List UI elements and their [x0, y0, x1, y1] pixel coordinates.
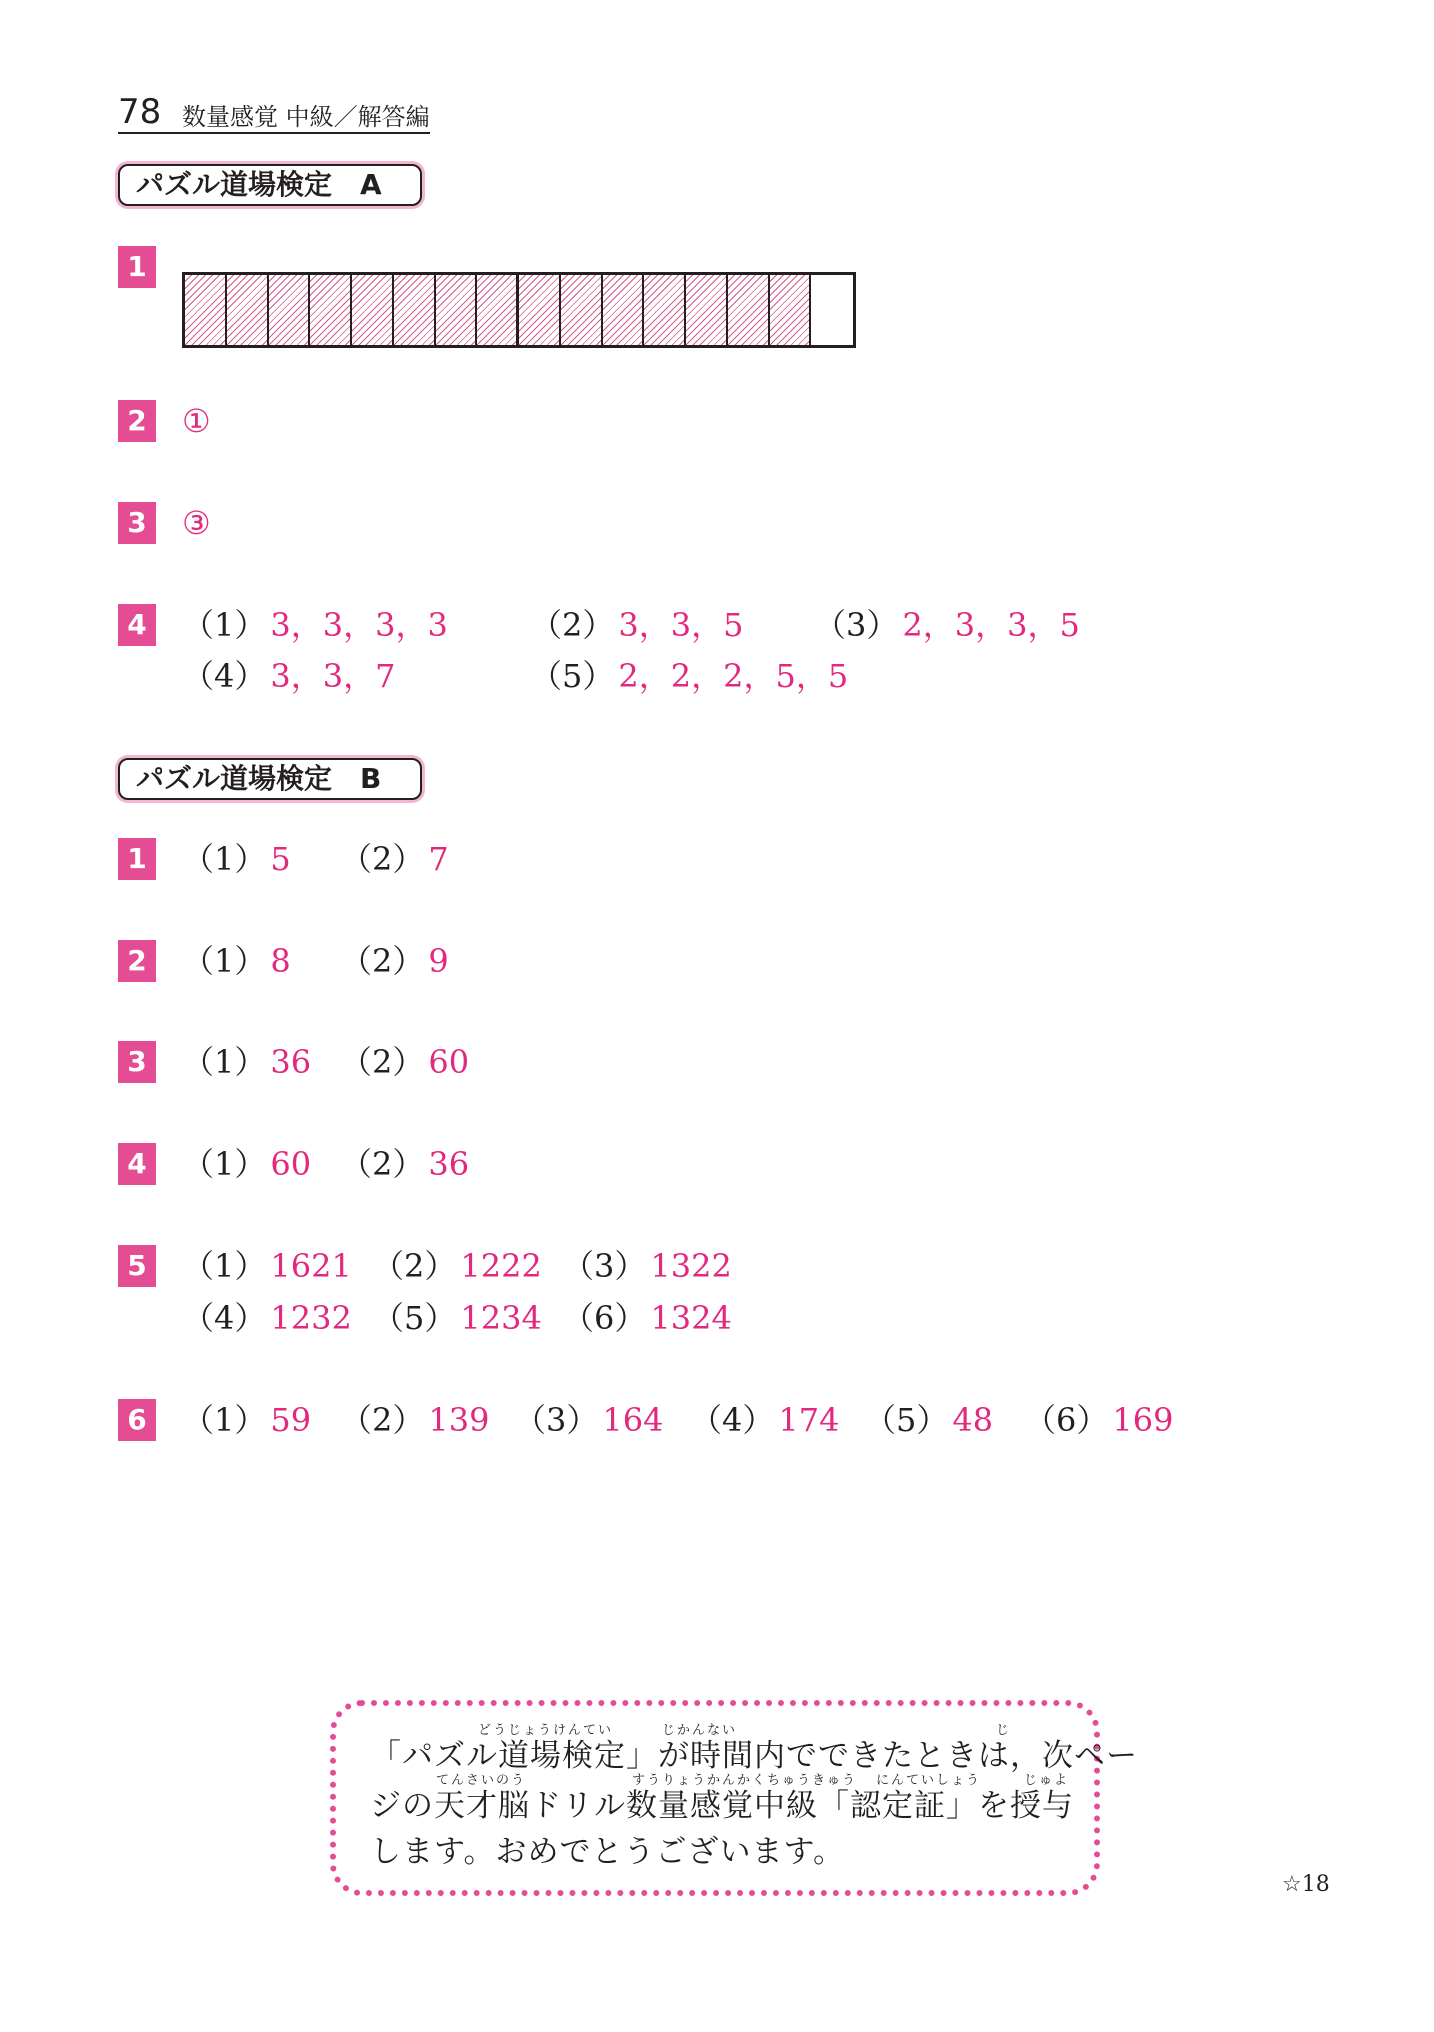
question-badge: 5: [118, 1245, 156, 1287]
bar-cell-shaded: [519, 275, 561, 345]
answer-label: （3）: [514, 1401, 599, 1439]
answer-label: （4）: [690, 1401, 775, 1439]
answer-value: 3，3，7: [270, 657, 396, 695]
answer-value: 139: [428, 1401, 490, 1439]
answer-value: 1232: [270, 1299, 352, 1337]
page-code: ☆18: [1282, 1872, 1330, 1897]
answer-item: [340, 839, 449, 879]
answer-label: （1）: [182, 840, 267, 878]
completion-note: [330, 1700, 1138, 1896]
bar-cell-shaded: [352, 275, 394, 345]
answer-item: [182, 941, 291, 981]
answer-label: （6）: [562, 1299, 647, 1337]
answer-item: [514, 1400, 663, 1440]
note-line: します。おめでとうございます。: [370, 1834, 846, 1870]
answer-label: （5）: [530, 657, 615, 695]
ruby-text: じゅよ: [1024, 1773, 1070, 1788]
answer-label: （5）: [864, 1401, 949, 1439]
fraction-bar: [182, 272, 856, 348]
question-badge: 6: [118, 1399, 156, 1441]
bar-cell-empty: [811, 275, 853, 345]
answer-value: 3，3，3，3: [270, 606, 448, 644]
bar-cell-shaded: [185, 275, 227, 345]
answer-item: [814, 605, 1080, 645]
answer-item: [340, 1400, 489, 1440]
answer-label: （3）: [562, 1247, 647, 1285]
section-a-title: パズル道場検定 A: [118, 164, 422, 206]
answer-label: （5）: [372, 1299, 457, 1337]
answer-value: 2，2，2，5，5: [618, 657, 849, 695]
answer-value: 174: [778, 1401, 840, 1439]
answer-value: 2，3，3，5: [902, 606, 1080, 644]
bar-cell-shaded: [310, 275, 352, 345]
answer-value: 59: [270, 1401, 312, 1439]
answer-value: 60: [428, 1043, 470, 1081]
answer-label: （4）: [182, 1299, 267, 1337]
ruby-text: どうじょうけんてい: [478, 1723, 614, 1738]
bar-cell-shaded: [561, 275, 603, 345]
answer-item: [372, 1246, 542, 1286]
answer-label: （6）: [1024, 1401, 1109, 1439]
ruby-text: にんていしょう: [876, 1773, 982, 1788]
section-b-title: パズル道場検定 B: [118, 758, 422, 800]
answer-value: 36: [270, 1043, 312, 1081]
answer-value: 36: [428, 1145, 470, 1183]
ruby-text: じかんない: [662, 1723, 738, 1738]
answer-label: （2）: [340, 1145, 425, 1183]
question-badge: 1: [118, 246, 156, 288]
answer-label: （1）: [182, 942, 267, 980]
answer-item: [562, 1246, 732, 1286]
bar-cell-shaded: [227, 275, 269, 345]
answer-item: [864, 1400, 993, 1440]
answer-value: ①: [182, 402, 211, 440]
answer-item: [182, 605, 448, 645]
answer-value: 48: [952, 1401, 994, 1439]
answer-value: 1621: [270, 1247, 352, 1285]
answer-item: [182, 1144, 311, 1184]
answer-item: [372, 1298, 542, 1338]
answer-value: ③: [182, 504, 211, 542]
answer-item: [182, 839, 291, 879]
bar-cell-shaded: [269, 275, 311, 345]
answer-label: （1）: [182, 1043, 267, 1081]
answer-item: [340, 941, 449, 981]
bar-cell-shaded: [770, 275, 812, 345]
question-badge: 3: [118, 502, 156, 544]
answer-label: （3）: [814, 606, 899, 644]
answer-value: 1322: [650, 1247, 732, 1285]
question-badge: 2: [118, 400, 156, 442]
page-number: 78: [118, 92, 162, 132]
answer-label: （2）: [340, 1401, 425, 1439]
answer-label: （1）: [182, 1401, 267, 1439]
answer-value: 5: [270, 840, 291, 878]
ruby-text: じ: [996, 1723, 1012, 1738]
note-line: 「パズル道場検定」が時間内でできたときは，次ペー: [370, 1738, 1138, 1774]
answer-item: [690, 1400, 839, 1440]
answer-item: [530, 605, 743, 645]
question-badge: 4: [118, 1143, 156, 1185]
answer-label: （2）: [372, 1247, 457, 1285]
answer-item: [182, 1400, 311, 1440]
answer-item: [340, 1144, 469, 1184]
question-badge: 4: [118, 604, 156, 646]
answer-item: [562, 1298, 732, 1338]
ruby-text: すうりょうかんかくちゅうきゅう: [632, 1773, 858, 1788]
answer-label: （1）: [182, 606, 267, 644]
answer-value: 9: [428, 942, 449, 980]
answer-label: （4）: [182, 657, 267, 695]
answer-label: （2）: [340, 942, 425, 980]
note-line: ジの天才脳ドリル数量感覚中級「認定証」を授与: [370, 1788, 1074, 1824]
question-badge: 3: [118, 1041, 156, 1083]
header-underline: [118, 132, 430, 134]
answer-value: 1324: [650, 1299, 732, 1337]
question-badge: 1: [118, 838, 156, 880]
answer-value: 60: [270, 1145, 312, 1183]
header-title: 数量感覚 中級／解答編: [182, 103, 430, 131]
answer-value: 169: [1112, 1401, 1174, 1439]
bar-cell-shaded: [477, 275, 519, 345]
bar-cell-shaded: [394, 275, 436, 345]
answer-label: （2）: [530, 606, 615, 644]
answer-item: [182, 1246, 352, 1286]
answer-label: （2）: [340, 1043, 425, 1081]
answer-value: 1234: [460, 1299, 542, 1337]
bar-cell-shaded: [436, 275, 478, 345]
question-badge: 2: [118, 940, 156, 982]
answer-item: [182, 1298, 352, 1338]
answer-value: 1222: [460, 1247, 542, 1285]
bar-cell-shaded: [686, 275, 728, 345]
answer-item: [530, 656, 848, 696]
ruby-text: てんさいのう: [436, 1773, 527, 1788]
answer-value: 3，3，5: [618, 606, 744, 644]
answer-item: [1024, 1400, 1173, 1440]
answer-item: [340, 1042, 469, 1082]
answer-item: [182, 656, 395, 696]
bar-cell-shaded: [603, 275, 645, 345]
bar-cell-shaded: [644, 275, 686, 345]
answer-value: 7: [428, 840, 449, 878]
answer-label: （2）: [340, 840, 425, 878]
answer-value: 8: [270, 942, 291, 980]
answer-item: [182, 1042, 311, 1082]
bar-cell-shaded: [728, 275, 770, 345]
answer-label: （1）: [182, 1145, 267, 1183]
answer-label: （1）: [182, 1247, 267, 1285]
answer-value: 164: [602, 1401, 664, 1439]
